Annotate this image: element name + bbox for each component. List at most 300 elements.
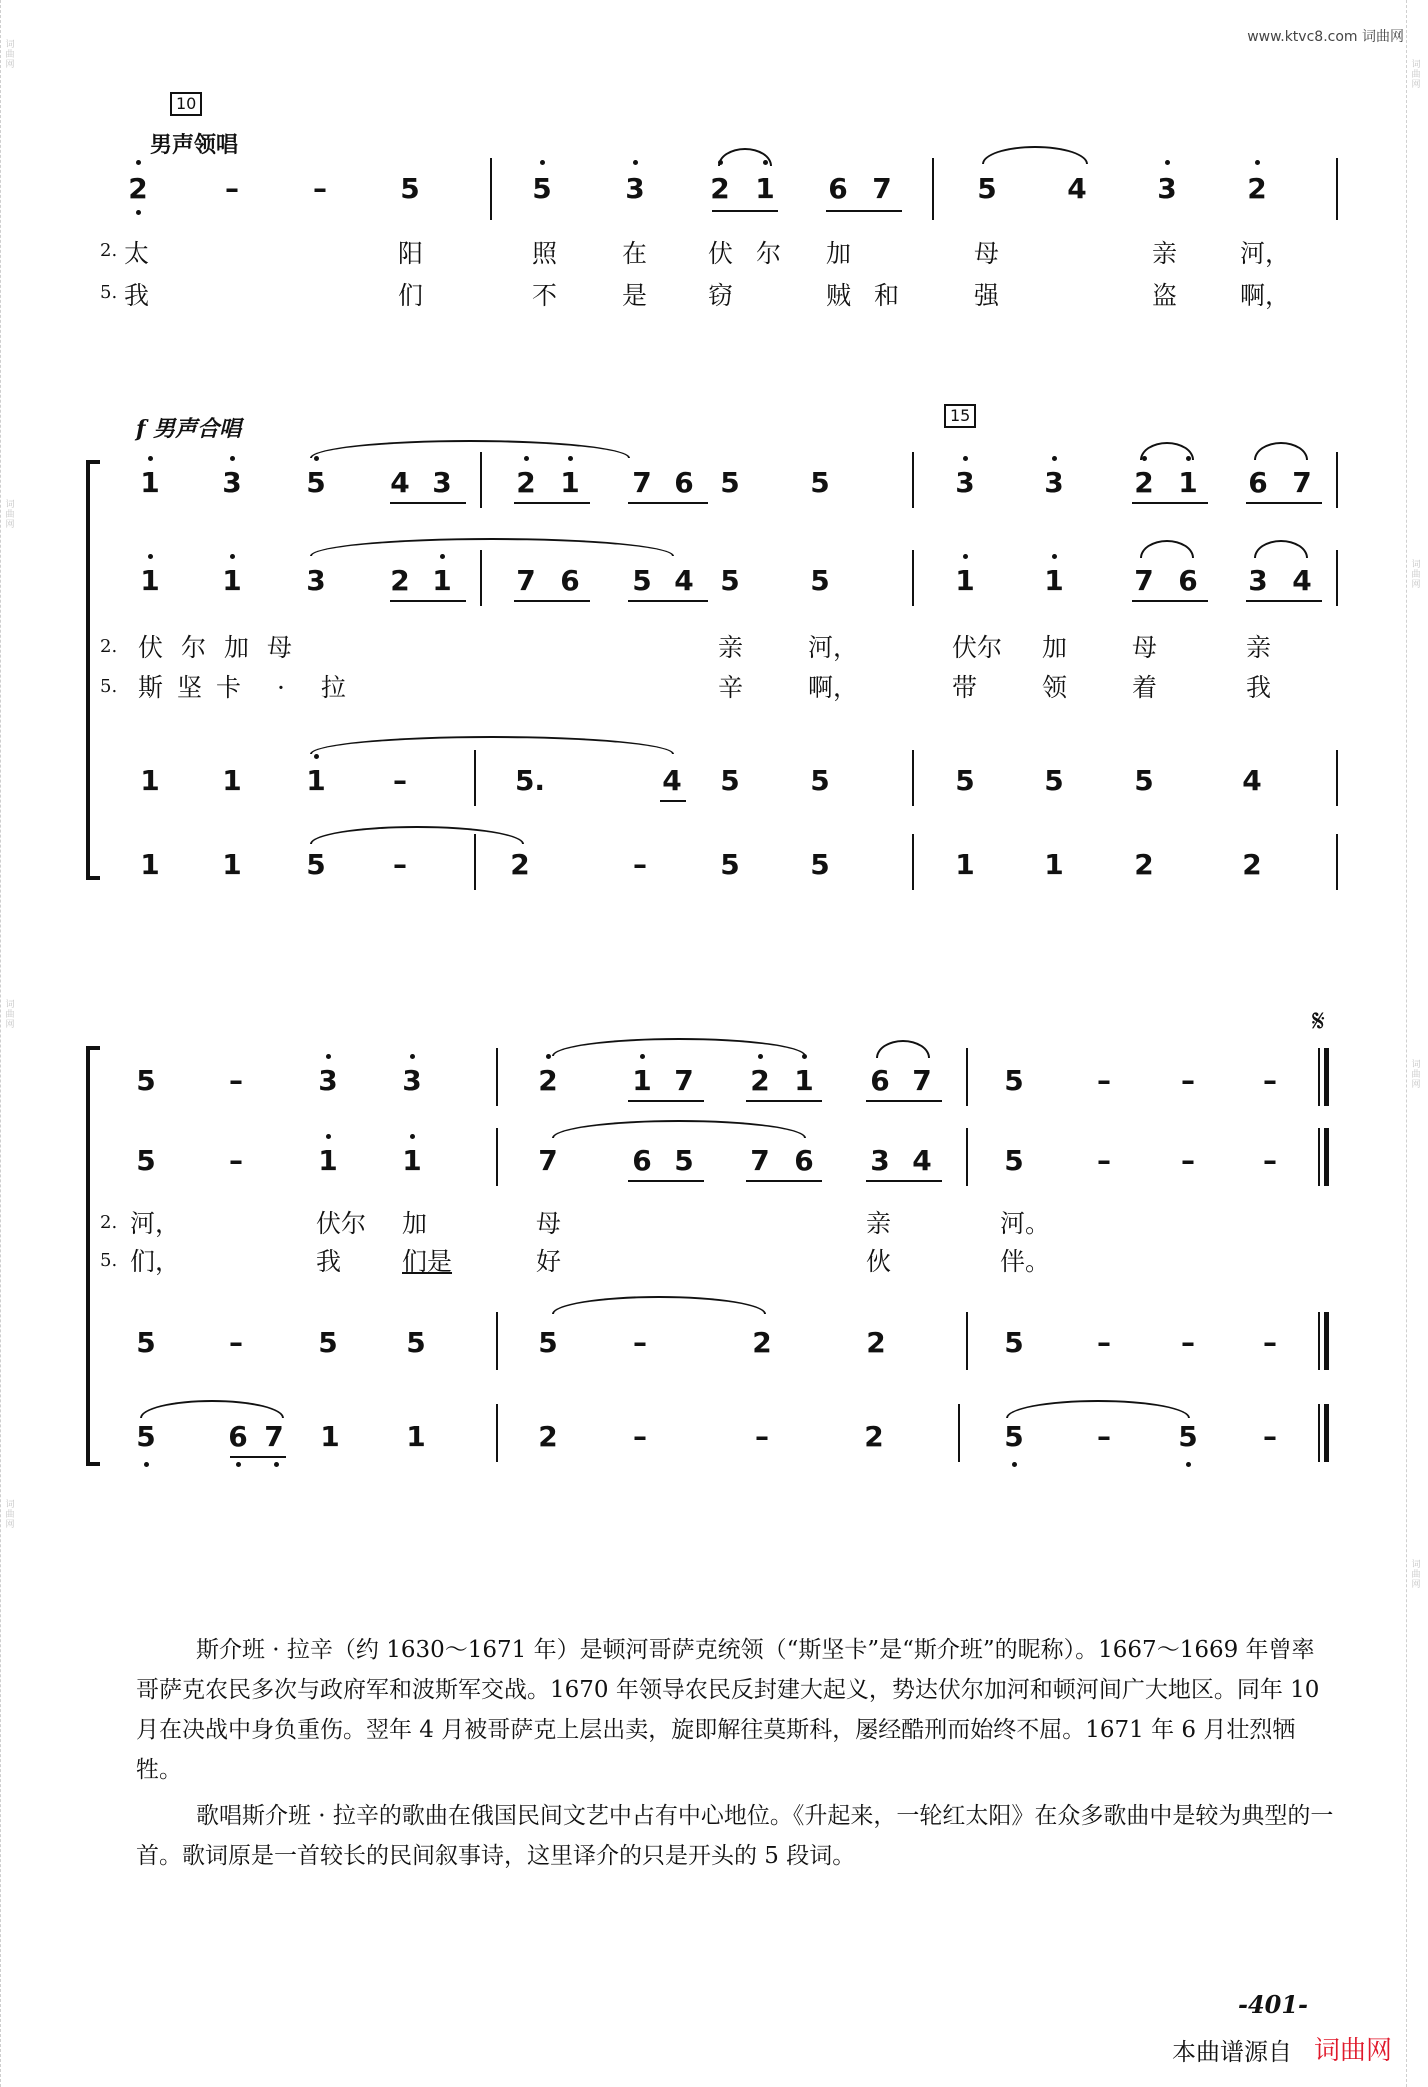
note: 1 [140, 564, 160, 597]
note: 2 [1242, 848, 1262, 881]
note: 2 [1134, 466, 1154, 499]
side-watermark: 词 曲 网 [5, 500, 15, 530]
note: 7 [674, 1064, 694, 1097]
beam-underline [660, 800, 686, 802]
note: 7 [1134, 564, 1154, 597]
note: 5 [1178, 1420, 1198, 1453]
lyric-word: 太 [124, 239, 150, 268]
lyric-word: 们 [398, 281, 424, 310]
site-url: www.ktvc8.com 词曲网 [1247, 29, 1404, 45]
slur [140, 1400, 284, 1418]
barline [496, 1128, 498, 1186]
note: 1 [955, 564, 975, 597]
note: 6 [228, 1420, 248, 1453]
note: 1 [432, 564, 452, 597]
beam-underline [390, 502, 466, 504]
rehearsal-mark: 15 [944, 404, 976, 428]
slur [718, 148, 772, 166]
note: 3 [402, 1064, 422, 1097]
note: 4 [912, 1144, 932, 1177]
slur [1006, 1400, 1190, 1418]
barline [966, 1048, 968, 1106]
slur [982, 146, 1088, 164]
repeat-barline [1324, 1404, 1329, 1462]
lyric-word: 和 [874, 281, 900, 310]
note: 5 [977, 172, 997, 205]
lyric-word: 伏尔加母 [138, 633, 311, 662]
octave-dot [236, 1462, 241, 1467]
lyric-word: 伏 [708, 239, 734, 268]
lyric-word: 河。 [1000, 1209, 1051, 1238]
note: 2 [866, 1326, 886, 1359]
side-watermark: 词 曲 网 [5, 1000, 15, 1030]
slur [310, 440, 630, 458]
lyric-word: 带 [952, 673, 978, 702]
note: – [1097, 1326, 1111, 1359]
octave-dot [440, 554, 445, 559]
note: 5 [1004, 1064, 1024, 1097]
note: 1 [632, 1064, 652, 1097]
octave-dot [410, 1134, 415, 1139]
note-text: 斯介班 · 拉辛（约 1630～1671 年）是顿河哥萨克统领（“斯坚卡”是“斯介班”的昵称）。1667～1669 年曾率哥萨克农民多次与政府军和波斯军交战。1670 年领导农民反封建大起义，势达伏尔加河和顿河间广大地区。同年 10 月在决战中身负重伤。翌年 4 月被哥萨克上层出卖，旋即解往莫斯科，屡经酷刑而始终不屈。1671 年 6 月壮烈牺牲。 [136, 1637, 1320, 1783]
lyric-word: 河， [1240, 239, 1291, 268]
note: 5 [136, 1326, 156, 1359]
note: 1 [1044, 564, 1064, 597]
note: 5 [955, 764, 975, 797]
octave-dot [963, 456, 968, 461]
note: 1 [140, 764, 160, 797]
octave-dot [524, 456, 529, 461]
note: 1 [222, 848, 242, 881]
barline [496, 1048, 498, 1106]
lyric-word: 母 [974, 239, 1000, 268]
beam-underline [390, 600, 466, 602]
note: 5 [810, 466, 830, 499]
verse-number: 5. [100, 1250, 118, 1271]
lyric-word: 着 [1132, 673, 1158, 702]
lyric-word: 阳 [398, 239, 424, 268]
note: 7 [516, 564, 536, 597]
lyric-word: 好 [536, 1247, 562, 1276]
note: 2 [710, 172, 730, 205]
note: 5 [674, 1144, 694, 1177]
lyric-word: 们是 [402, 1247, 453, 1276]
note: – [313, 172, 327, 205]
note: 2 [1247, 172, 1267, 205]
barline [966, 1128, 968, 1186]
note: 7 [538, 1144, 558, 1177]
note: 6 [632, 1144, 652, 1177]
note: – [1097, 1144, 1111, 1177]
lyric-word: 斯坚卡 · 拉 [138, 673, 360, 702]
octave-dot [1255, 160, 1260, 165]
note: 5 [720, 764, 740, 797]
beam-underline [1132, 502, 1208, 504]
note: – [225, 172, 239, 205]
note: 5 [318, 1326, 338, 1359]
note: 2 [752, 1326, 772, 1359]
lyric-word: 伙 [866, 1247, 892, 1276]
note: 7 [750, 1144, 770, 1177]
octave-dot [758, 1054, 763, 1059]
note: – [1263, 1326, 1277, 1359]
note: 5 [136, 1064, 156, 1097]
note: 7 [1292, 466, 1312, 499]
lyric-word: 加 [1042, 633, 1068, 662]
side-watermark: 词 曲 网 [1411, 560, 1421, 590]
beam-underline [746, 1180, 822, 1182]
lyric-word: 领 [1042, 673, 1068, 702]
note: 3 [1248, 564, 1268, 597]
octave-dot [963, 554, 968, 559]
note: – [1097, 1064, 1111, 1097]
note: 2 [510, 848, 530, 881]
octave-dot [802, 1054, 807, 1059]
note: 4 [1292, 564, 1312, 597]
note: 7 [872, 172, 892, 205]
slur [1254, 540, 1308, 558]
beam-underline [230, 1456, 286, 1458]
note: – [393, 848, 407, 881]
note: 6 [828, 172, 848, 205]
barline [912, 550, 914, 606]
note: – [1181, 1144, 1195, 1177]
note: 7 [912, 1064, 932, 1097]
note: 1 [140, 848, 160, 881]
note: 5 [532, 172, 552, 205]
octave-dot [148, 554, 153, 559]
octave-dot [1165, 160, 1170, 165]
lyric-word: 河， [130, 1209, 181, 1238]
lyric-word: 伴。 [1000, 1247, 1051, 1276]
note: 5 [720, 466, 740, 499]
note: 5 [810, 564, 830, 597]
octave-dot [1186, 456, 1191, 461]
octave-dot [1186, 1462, 1191, 1467]
octave-dot [640, 1054, 645, 1059]
note: 3 [625, 172, 645, 205]
note: 5 [538, 1326, 558, 1359]
note: 5 [810, 764, 830, 797]
lyric-word: 亲 [1152, 239, 1178, 268]
barline [496, 1312, 498, 1370]
note: – [633, 1420, 647, 1453]
note: 3 [955, 466, 975, 499]
note: 1 [794, 1064, 814, 1097]
part-label: f 男声合唱 [136, 416, 242, 442]
lyric-word: 们， [130, 1247, 181, 1276]
note: 1 [560, 466, 580, 499]
octave-dot [1012, 1462, 1017, 1467]
note: 2 [128, 172, 148, 205]
left-watermark-strip [0, 0, 21, 2087]
note: – [229, 1064, 243, 1097]
barline [1318, 1048, 1320, 1106]
note: 1 [140, 466, 160, 499]
note: 1 [755, 172, 775, 205]
page-number: -401- [1238, 1990, 1309, 2019]
note: 5 [1134, 764, 1154, 797]
verse-number: 2. [100, 240, 118, 261]
brand-logo-text: 词曲网 [1314, 2036, 1393, 2066]
note: – [229, 1144, 243, 1177]
beam-underline [514, 600, 590, 602]
repeat-barline [1324, 1048, 1329, 1106]
octave-dot [274, 1462, 279, 1467]
note: – [633, 1326, 647, 1359]
beam-underline [1132, 600, 1208, 602]
lyric-word: 贼 [826, 281, 852, 310]
note: 3 [432, 466, 452, 499]
barline [932, 158, 934, 220]
beam-underline [746, 1100, 822, 1102]
note: 5 [136, 1144, 156, 1177]
verse-number: 2. [100, 1212, 118, 1233]
note: 1 [1178, 466, 1198, 499]
barline [1336, 834, 1338, 890]
octave-dot [136, 160, 141, 165]
right-watermark-strip [1406, 0, 1427, 2087]
note: 1 [406, 1420, 426, 1453]
lyric-word: 尔 [756, 239, 782, 268]
lyric-word: 加 [402, 1209, 428, 1238]
octave-dot [410, 1054, 415, 1059]
note-paragraph-1 [136, 1630, 1336, 1790]
barline [496, 1404, 498, 1462]
lyric-word: 加 [826, 239, 852, 268]
slur [552, 1038, 806, 1056]
note: 3 [306, 564, 326, 597]
note: 1 [320, 1420, 340, 1453]
barline [480, 452, 482, 508]
note: 5 [306, 466, 326, 499]
note: – [1181, 1064, 1195, 1097]
note: 5 [810, 848, 830, 881]
slur [310, 826, 524, 844]
octave-dot [1052, 554, 1057, 559]
slur [876, 1040, 930, 1058]
note: 4 [1067, 172, 1087, 205]
note-text: 歌唱斯介班 · 拉辛的歌曲在俄国民间文艺中占有中心地位。《升起来，一轮红太阳》在众多歌曲中是较为典型的一首。歌词原是一首较长的民间叙事诗，这里译介的只是开头的 5 段词。 [136, 1803, 1334, 1869]
note: 4 [674, 564, 694, 597]
note: 5. [514, 764, 546, 797]
octave-dot [230, 554, 235, 559]
octave-dot [148, 456, 153, 461]
octave-dot [1142, 456, 1147, 461]
note: – [1263, 1144, 1277, 1177]
note: 2 [538, 1420, 558, 1453]
lyric-word: 我 [316, 1247, 342, 1276]
side-watermark: 词 曲 网 [1411, 1060, 1421, 1090]
note: 1 [402, 1144, 422, 1177]
lyric-word: 是 [622, 281, 648, 310]
barline [912, 452, 914, 508]
slur [310, 538, 674, 556]
lyric-word: 窃 [708, 281, 734, 310]
note: 2 [538, 1064, 558, 1097]
beam-underline [514, 502, 590, 504]
note: 5 [1044, 764, 1064, 797]
note: 5 [720, 848, 740, 881]
barline [1336, 158, 1338, 220]
lyric-word: 母 [1132, 633, 1158, 662]
barline [474, 750, 476, 806]
barline [474, 834, 476, 890]
lyric-word: 伏尔 [316, 1209, 367, 1238]
octave-dot [230, 456, 235, 461]
note: 1 [306, 764, 326, 797]
lyric-word: 不 [532, 281, 558, 310]
note: – [1097, 1420, 1111, 1453]
octave-dot [314, 754, 319, 759]
note-paragraph-2 [136, 1796, 1336, 1876]
lyric-word: 伏尔 [952, 633, 1003, 662]
note: 5 [1004, 1326, 1024, 1359]
lyric-word: 我 [1246, 673, 1272, 702]
segno-sign: 𝄋 [1312, 1004, 1325, 1039]
barline [1336, 750, 1338, 806]
system-bracket [86, 460, 90, 880]
octave-dot [326, 1054, 331, 1059]
beam-underline [826, 210, 902, 212]
slur [310, 736, 674, 754]
note: – [393, 764, 407, 797]
barline [912, 750, 914, 806]
lyric-word: 啊， [808, 673, 859, 702]
barline [1318, 1128, 1320, 1186]
note: 6 [794, 1144, 814, 1177]
barline [480, 550, 482, 606]
note: – [1263, 1420, 1277, 1453]
beam-underline [628, 1180, 704, 1182]
lyric-word: 亲 [1246, 633, 1272, 662]
note: 3 [1157, 172, 1177, 205]
lyric-word: 啊， [1240, 281, 1291, 310]
note: – [1263, 1064, 1277, 1097]
note: 6 [674, 466, 694, 499]
octave-dot [568, 456, 573, 461]
note: 3 [1044, 466, 1064, 499]
verse-number: 5. [100, 282, 118, 303]
beam-underline [866, 1100, 942, 1102]
note: 2 [390, 564, 410, 597]
lyric-word: 辛 [718, 673, 744, 702]
octave-dot [144, 1462, 149, 1467]
lyric-word: 在 [622, 239, 648, 268]
rehearsal-mark: 10 [170, 92, 202, 116]
note: 1 [318, 1144, 338, 1177]
slur [552, 1296, 766, 1314]
note: 1 [222, 764, 242, 797]
note: 2 [516, 466, 536, 499]
repeat-barline [1324, 1312, 1329, 1370]
note: 2 [750, 1064, 770, 1097]
note: 3 [870, 1144, 890, 1177]
lyric-word: 亲 [866, 1209, 892, 1238]
octave-dot [633, 160, 638, 165]
beam-underline [628, 600, 708, 602]
octave-dot [326, 1134, 331, 1139]
beam-underline [1246, 502, 1322, 504]
note: – [755, 1420, 769, 1453]
side-watermark: 词 曲 网 [1411, 1560, 1421, 1590]
note: 7 [632, 466, 652, 499]
slur [552, 1120, 806, 1138]
note: 2 [1134, 848, 1154, 881]
note: 1 [955, 848, 975, 881]
note: 6 [1248, 466, 1268, 499]
note: 4 [662, 764, 682, 797]
slur [1140, 540, 1194, 558]
barline [490, 158, 492, 220]
side-watermark: 词 曲 网 [5, 40, 15, 70]
beam-underline [1246, 600, 1322, 602]
note: – [1181, 1326, 1195, 1359]
octave-dot [540, 160, 545, 165]
beam-underline [628, 1100, 704, 1102]
part-label: 男声领唱 [150, 132, 239, 158]
note: 6 [1178, 564, 1198, 597]
barline [958, 1404, 960, 1462]
octave-dot [136, 210, 141, 215]
side-watermark: 词 曲 网 [5, 1500, 15, 1530]
barline [912, 834, 914, 890]
barline [1318, 1404, 1320, 1462]
note: 3 [318, 1064, 338, 1097]
barline [1336, 452, 1338, 508]
note: 5 [400, 172, 420, 205]
system-bracket [86, 1046, 90, 1466]
octave-dot [546, 1054, 551, 1059]
verse-number: 5. [100, 676, 118, 697]
note: 6 [870, 1064, 890, 1097]
note: 5 [632, 564, 652, 597]
lyric-word: 河， [808, 633, 859, 662]
note: 5 [1004, 1420, 1024, 1453]
note: 5 [720, 564, 740, 597]
octave-dot [314, 456, 319, 461]
repeat-barline [1324, 1128, 1329, 1186]
note: 5 [1004, 1144, 1024, 1177]
lyric-word: 盗 [1152, 281, 1178, 310]
note: 5 [136, 1420, 156, 1453]
note: 5 [306, 848, 326, 881]
note: 1 [222, 564, 242, 597]
lyric-word: 亲 [718, 633, 744, 662]
lyric-word: 母 [536, 1209, 562, 1238]
lyric-word: 照 [532, 239, 558, 268]
side-watermark: 词 曲 网 [1411, 60, 1421, 90]
note: – [229, 1326, 243, 1359]
note: 1 [1044, 848, 1064, 881]
barline [966, 1312, 968, 1370]
lyric-word: 我 [124, 281, 150, 310]
beam-underline [628, 502, 708, 504]
note: 5 [406, 1326, 426, 1359]
note: 3 [222, 466, 242, 499]
barline [1336, 550, 1338, 606]
note: 4 [390, 466, 410, 499]
octave-dot [1052, 456, 1057, 461]
lyric-word: 强 [974, 281, 1000, 310]
beam-underline [712, 210, 778, 212]
beam-underline [866, 1180, 942, 1182]
barline [1318, 1312, 1320, 1370]
note: 7 [264, 1420, 284, 1453]
note: 4 [1242, 764, 1262, 797]
verse-number: 2. [100, 636, 118, 657]
source-label: 本曲谱源自 [1172, 2038, 1292, 2066]
